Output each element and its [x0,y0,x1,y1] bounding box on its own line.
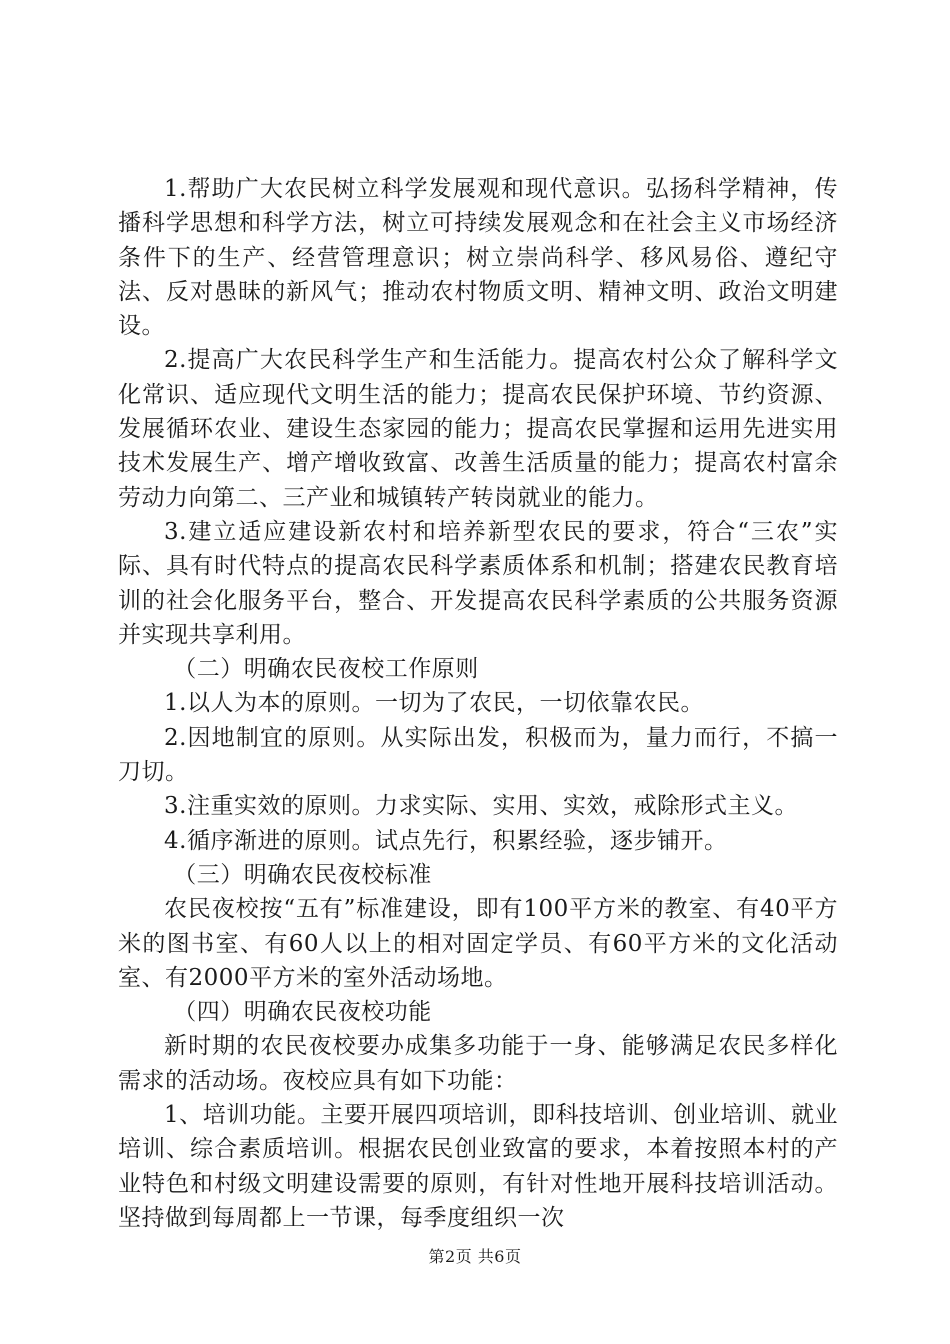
section-heading-principles: （二）明确农民夜校工作原则 [173,656,479,683]
paragraph-principle-2: 2.因地制宜的原则。从实际出发，积极而为，量力而行，不搞一刀切。 [118,724,838,786]
paragraph-goal-3: 3.建立适应建设新农村和培养新型农民的要求，符合“三农”实际、具有时代特点的提高农民科学素质体系和机制；搭建农民教育培训的社会化服务平台，整合、开发提高农民科学素质的公共服务资源并实现共享利用。 [118,518,838,648]
paragraph-functions-intro: 新时期的农民夜校要办成集多功能于一身、能够满足农民多样化需求的活动场。夜校应具有如下功能： [118,1033,838,1094]
page-number-footer: 第2页 共6页 [428,1247,522,1266]
paragraph-goal-1: 1.帮助广大农民树立科学发展观和现代意识。弘扬科学精神，传播科学思想和科学方法，树立可持续发展观念和在社会主义市场经济条件下的生产、经营管理意识；树立崇尚科学、移风易俗、遵纪守法、反对愚昧的新风气；推动农村物质文明、精神文明、政治文明建设。 [118,176,838,340]
section-heading-standards: （三）明确农民夜校标准 [173,861,432,888]
section-heading-functions: （四）明确农民夜校功能 [173,999,432,1026]
paragraph-function-training: 1、培训功能。主要开展四项培训，即科技培训、创业培训、就业培训、综合素质培训。根据农民创业致富的要求，本着按照本村的产业特色和村级文明建设需要的原则，有针对性地开展科技培训活动。坚持做到每周都上一节课，每季度组织一次 [118,1102,838,1231]
paragraph-principle-4: 4.循序渐进的原则。试点先行，积累经验，逐步铺开。 [164,827,728,854]
paragraph-goal-2: 2.提高广大农民科学生产和生活能力。提高农村公众了解科学文化常识、适应现代文明生活的能力；提高农民保护环境、节约资源、发展循环农业、建设生态家园的能力；提高农民掌握和运用先进实用技术发展生产、增产增收致富、改善生活质量的能力；提高农村富余劳动力向第二、三产业和城镇转产转岗就业的能力。 [118,347,838,511]
paragraph-standards: 农民夜校按“五有”标准建设，即有100平方米的教室、有40平方米的图书室、有60人以上的相对固定学员、有60平方米的文化活动室、有2000平方米的室外活动场地。 [118,896,838,991]
paragraph-principle-1: 1.以人为本的原则。一切为了农民，一切依靠农民。 [164,690,704,717]
paragraph-principle-3: 3.注重实效的原则。力求实际、实用、实效，戒除形式主义。 [164,793,798,820]
document-body [118,172,838,1235]
